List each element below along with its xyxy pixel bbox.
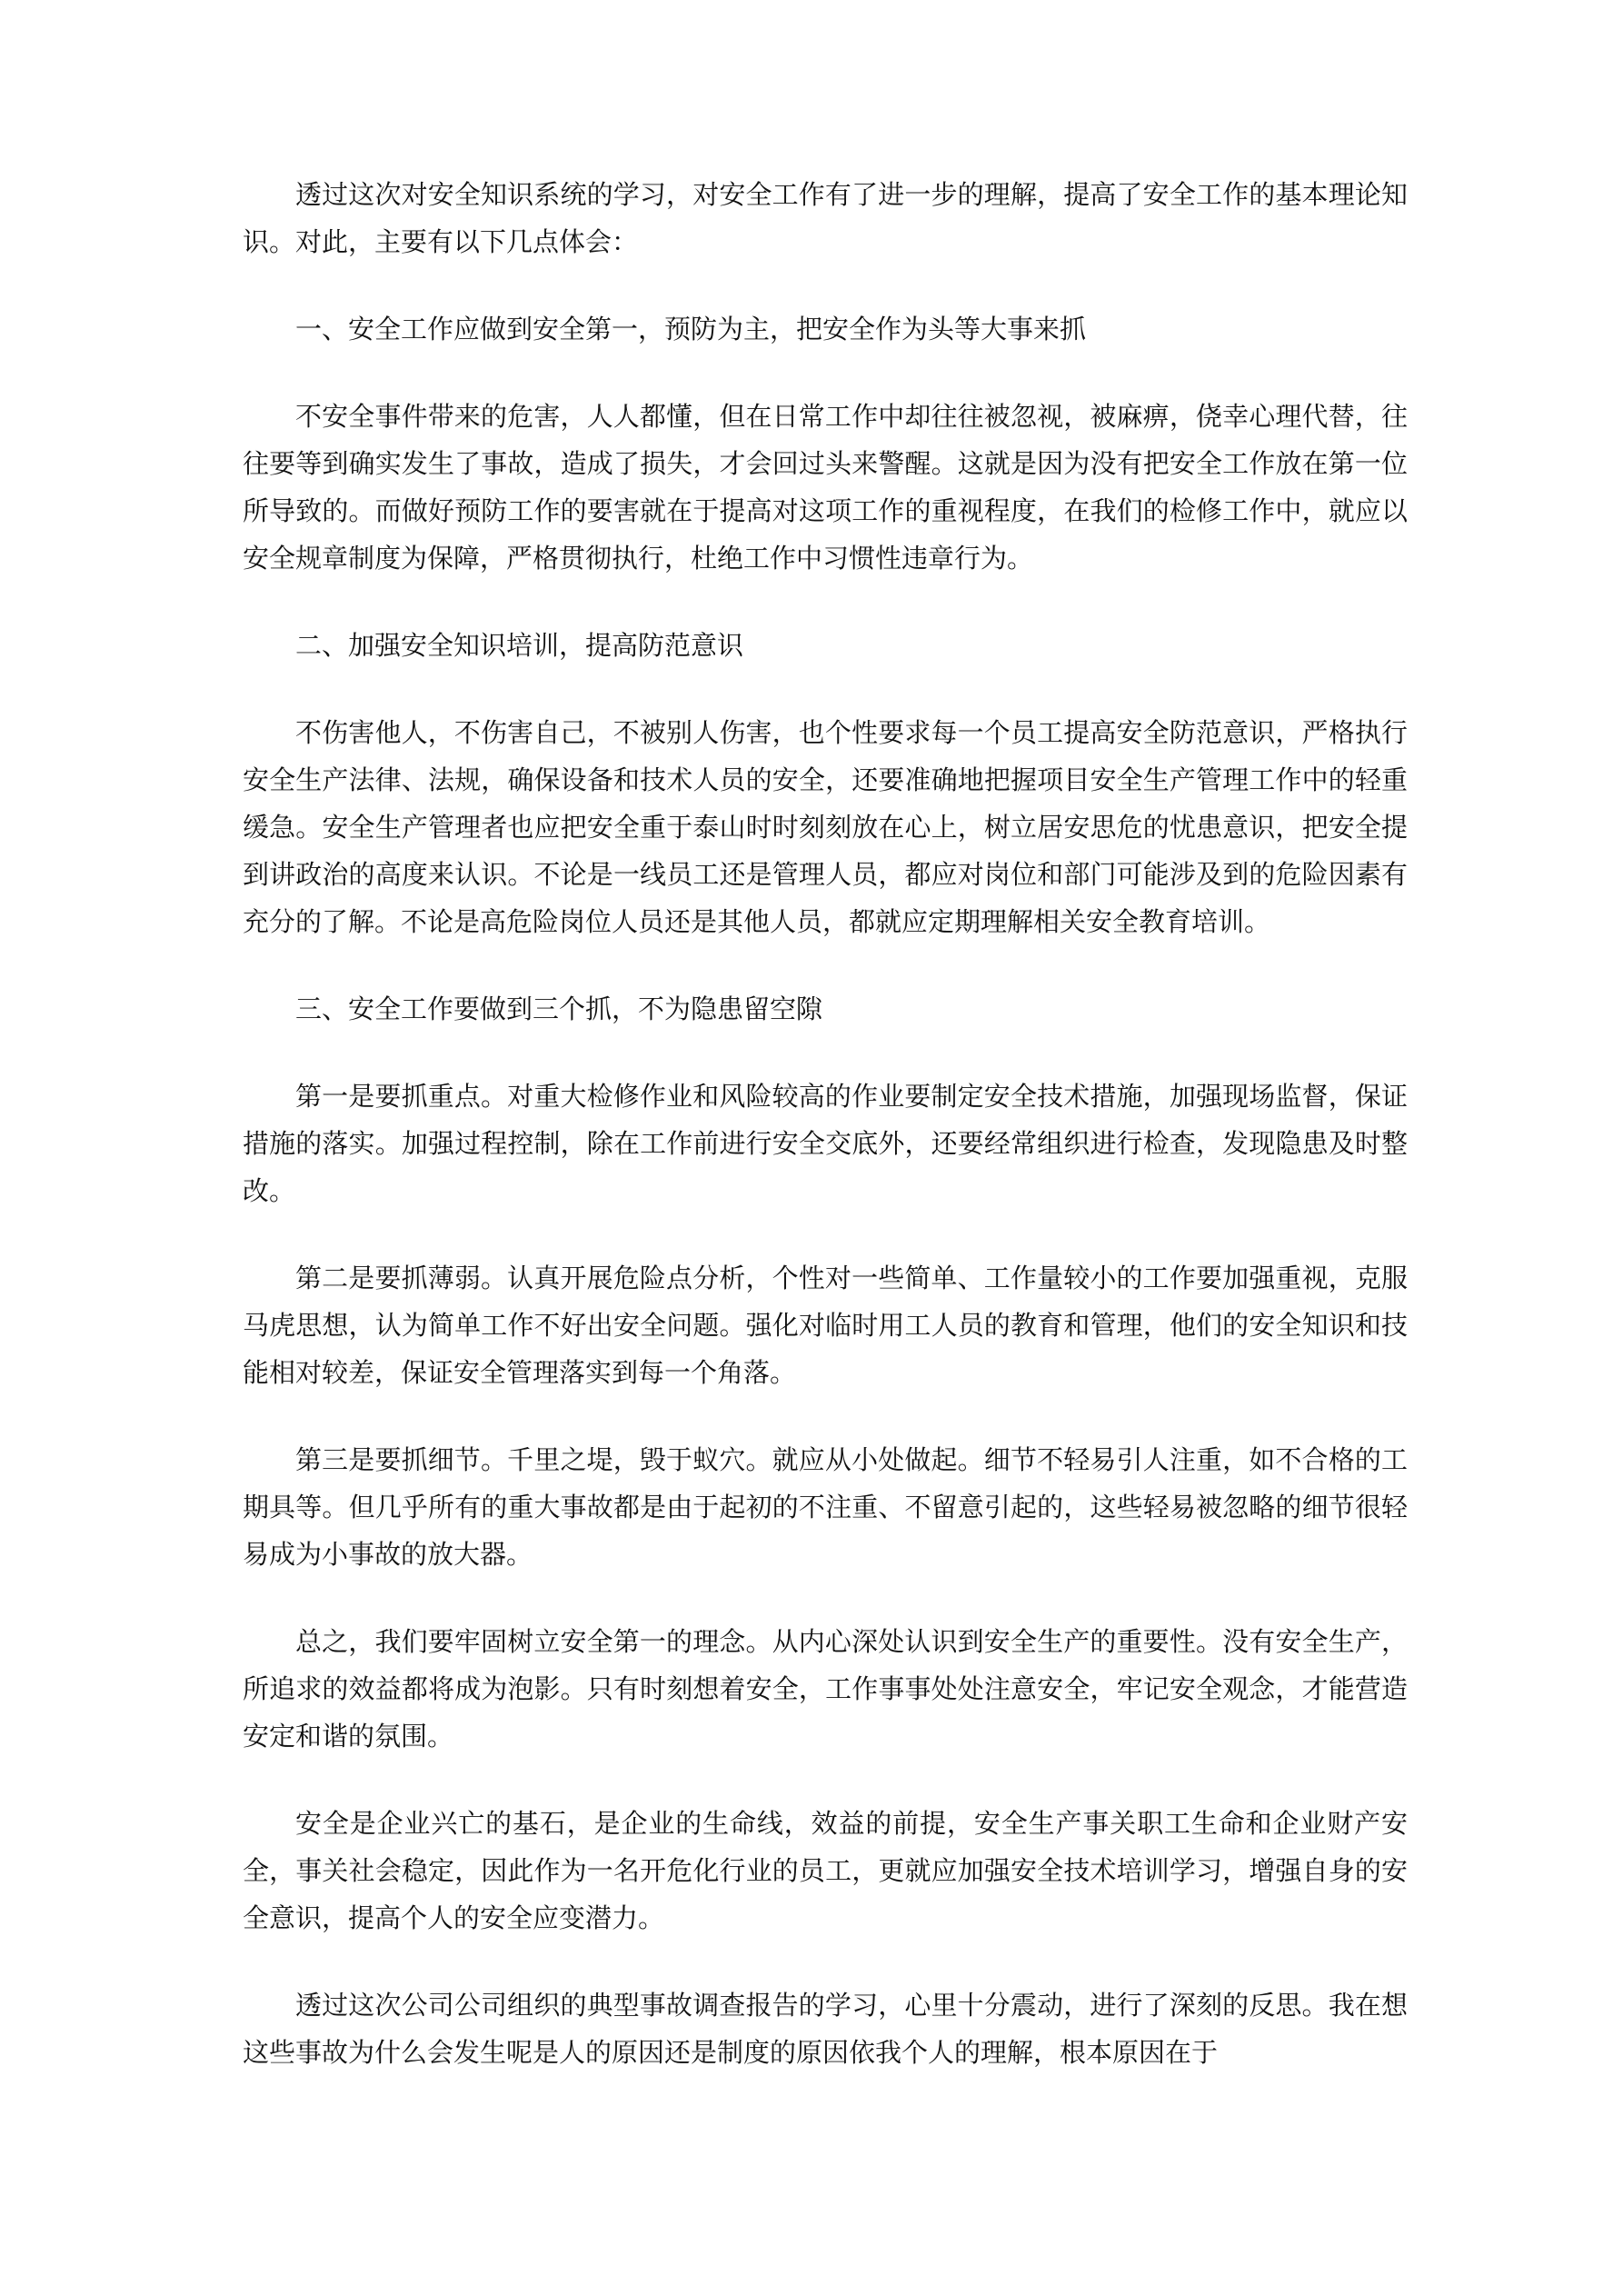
- paragraph: 不伤害他人，不伤害自己，不被别人伤害，也个性要求每一个员工提高安全防范意识，严格执行安全生产法律、法规，确保设备和技术人员的安全，还要准确地把握项目安全生产管理工作中的轻重缓急。安全生产管理者也应把安全重于泰山时时刻刻放在心上，树立居安思危的忧患意识，把安全提到讲政治的高度来认识。不论是一线员工还是管理人员，都应对岗位和部门可能涉及到的危险因素有充分的了解。不论是高危险岗位人员还是其他人员，都就应定期理解相关安全教育培训。: [243, 717, 1408, 937]
- document-body: [243, 171, 1408, 2076]
- section-heading-1: 一、安全工作应做到安全第一，预防为主，把安全作为头等大事来抓: [295, 314, 1087, 344]
- section-heading-2: 二、加强安全知识培训，提高防范意识: [295, 630, 744, 661]
- paragraph: 第三是要抓细节。千里之堤，毁于蚁穴。就应从小处做起。细节不轻易引人注重，如不合格的工期具等。但几乎所有的重大事故都是由于起初的不注重、不留意引起的，这些轻易被忽略的细节很轻易成为小事故的放大器。: [243, 1444, 1408, 1570]
- paragraph-continued: 透过这次公司公司组织的典型事故调查报告的学习，心里十分震动，进行了深刻的反思。我在想这些事故为什么会发生呢是人的原因还是制度的原因依我个人的理解，根本原因在于: [243, 1990, 1408, 2068]
- paragraph: 第一是要抓重点。对重大检修作业和风险较高的作业要制定安全技术措施，加强现场监督，保证措施的落实。加强过程控制，除在工作前进行安全交底外，还要经常组织进行检查，发现隐患及时整改。: [243, 1081, 1408, 1206]
- paragraph: 第二是要抓薄弱。认真开展危险点分析，个性对一些简单、工作量较小的工作要加强重视，克服马虎思想，认为简单工作不好出安全问题。强化对临时用工人员的教育和管理，他们的安全知识和技能相对较差，保证安全管理落实到每一个角落。: [243, 1263, 1408, 1388]
- section-heading-3: 三、安全工作要做到三个抓，不为隐患留空隙: [295, 993, 823, 1024]
- paragraph-summary: 总之，我们要牢固树立安全第一的理念。从内心深处认识到安全生产的重要性。没有安全生产，所追求的效益都将成为泡影。只有时刻想着安全，工作事事处处注意安全，牢记安全观念，才能营造安定和谐的氛围。: [243, 1626, 1408, 1752]
- paragraph: 不安全事件带来的危害，人人都懂，但在日常工作中却往往被忽视，被麻痹，侥幸心理代替，往往要等到确实发生了事故，造成了损失，才会回过头来警醒。这就是因为没有把安全工作放在第一位所导致的。而做好预防工作的要害就在于提高对这项工作的重视程度，在我们的检修工作中，就应以安全规章制度为保障，严格贯彻执行，杜绝工作中习惯性违章行为。: [243, 401, 1408, 574]
- paragraph: 安全是企业兴亡的基石，是企业的生命线，效益的前提，安全生产事关职工生命和企业财产安全，事关社会稳定，因此作为一名开危化行业的员工，更就应加强安全技术培训学习，增强自身的安全意识，提高个人的安全应变潜力。: [243, 1808, 1408, 1933]
- paragraph-intro: 透过这次对安全知识系统的学习，对安全工作有了进一步的理解，提高了安全工作的基本理论知识。对此，主要有以下几点体会：: [243, 179, 1408, 257]
